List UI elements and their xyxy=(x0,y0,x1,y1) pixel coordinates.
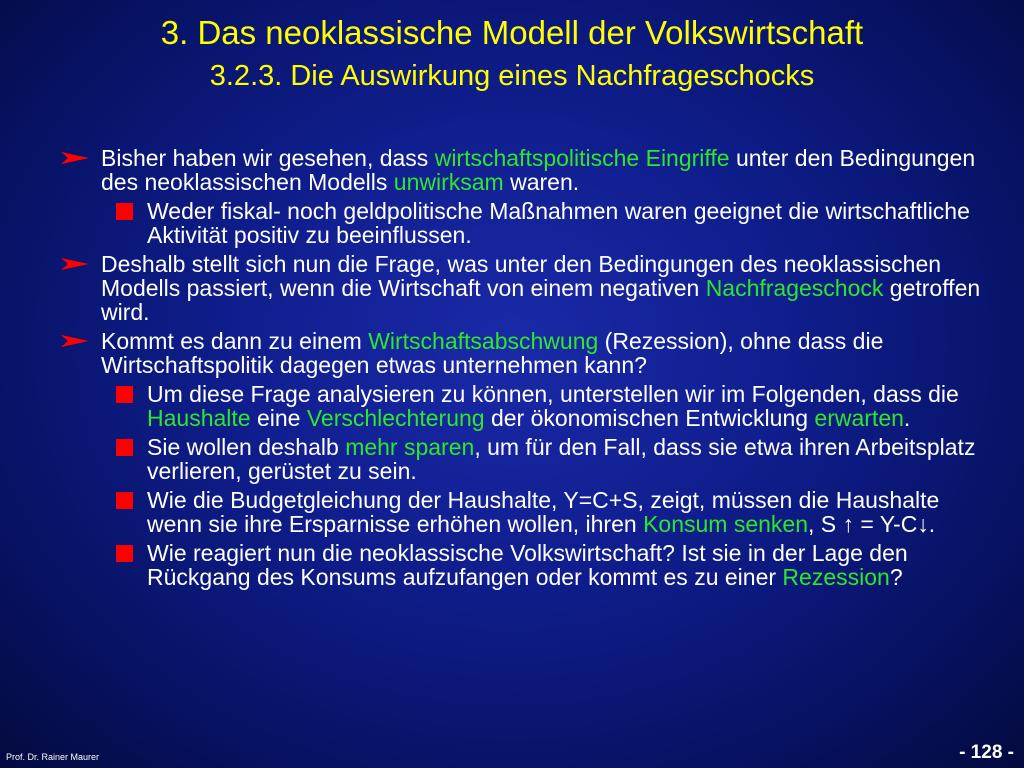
sub-bullet-item xyxy=(60,541,990,589)
bullet-text: , um für den Fall, dass sie etwa ihren Arbeitsplatz verlieren, gerüstet zu sein. xyxy=(147,434,976,484)
highlight-term: Rezession xyxy=(782,564,890,590)
bullet-text: Wie die Budgetgleichung der Haushalte, Y=C+S, zeigt, müssen die Haushalte wenn sie ihre Ersparnisse erhöhen wollen, ihren xyxy=(147,487,940,537)
highlight-term: wirtschaftspolitische Eingriffe xyxy=(434,145,730,171)
bullet-text: (Rezession), ohne dass die Wirtschaftspolitik dagegen etwas unternehmen kann? xyxy=(101,328,884,378)
bullet-item xyxy=(60,252,990,324)
bullet-list xyxy=(60,146,990,594)
bullet-text: Kommt es dann zu einem xyxy=(101,328,369,354)
bullet-item xyxy=(60,146,990,194)
highlight-term: Nachfrageschock xyxy=(705,275,884,301)
bullet-text: der ökonomischen Entwicklung xyxy=(484,405,815,431)
arrow-bullet-icon xyxy=(60,255,90,273)
highlight-term: Wirtschaftsabschwung xyxy=(368,328,599,354)
slide-subtitle: 3.2.3. Die Auswirkung eines Nachfrageschocks xyxy=(209,60,815,92)
bullet-text: eine xyxy=(250,405,307,431)
bullet-text: , S ↑ = Y-C↓. xyxy=(808,511,936,537)
sub-bullet-item xyxy=(60,199,990,247)
highlight-term: erwarten xyxy=(814,405,904,431)
bullet-text: unter den Bedingungen des neoklassischen Modells xyxy=(101,145,976,195)
bullet-text: Weder fiskal- noch geldpolitische Maßnahmen waren geeignet die wirtschaftliche Aktivität positiv zu beeinflussen. xyxy=(147,198,970,248)
page-number: - 128 - xyxy=(959,742,1014,763)
sub-bullet-item xyxy=(60,382,990,430)
author-footer: Prof. Dr. Rainer Maurer xyxy=(6,752,100,762)
square-bullet-icon xyxy=(116,386,133,403)
sub-bullet-item xyxy=(60,435,990,483)
highlight-term: Konsum senken xyxy=(643,511,808,537)
square-bullet-icon xyxy=(116,545,133,562)
square-bullet-icon xyxy=(116,439,133,456)
bullet-text: Sie wollen deshalb xyxy=(147,434,346,460)
arrow-bullet-icon xyxy=(60,332,90,350)
square-bullet-icon xyxy=(116,203,133,220)
bullet-text: getroffen wird. xyxy=(101,275,981,325)
bullet-text: waren. xyxy=(503,169,580,195)
bullet-text: Um diese Frage analysieren zu können, unterstellen wir im Folgenden, dass die xyxy=(147,381,959,407)
bullet-item xyxy=(60,329,990,377)
bullet-text: . xyxy=(903,405,911,431)
highlight-term: unwirksam xyxy=(393,169,504,195)
bullet-text: Bisher haben wir gesehen, dass xyxy=(101,145,435,171)
bullet-text: ? xyxy=(889,564,903,590)
highlight-term: Verschlechterung xyxy=(306,405,485,431)
highlight-term: Haushalte xyxy=(147,405,251,431)
slide-title: 3. Das neoklassische Modell der Volkswirtschaft xyxy=(160,14,864,51)
square-bullet-icon xyxy=(116,492,133,509)
sub-bullet-item xyxy=(60,488,990,536)
highlight-term: mehr sparen xyxy=(345,434,475,460)
bullet-text: Deshalb stellt sich nun die Frage, was unter den Bedingungen des neoklassischen Modells passiert, wenn die Wirtschaft von einem negativen xyxy=(101,251,942,301)
bullet-text: Wie reagiert nun die neoklassische Volkswirtschaft? Ist sie in der Lage den Rückgang des Konsums aufzufangen oder kommt es zu einer xyxy=(147,540,908,590)
arrow-bullet-icon xyxy=(60,149,90,167)
